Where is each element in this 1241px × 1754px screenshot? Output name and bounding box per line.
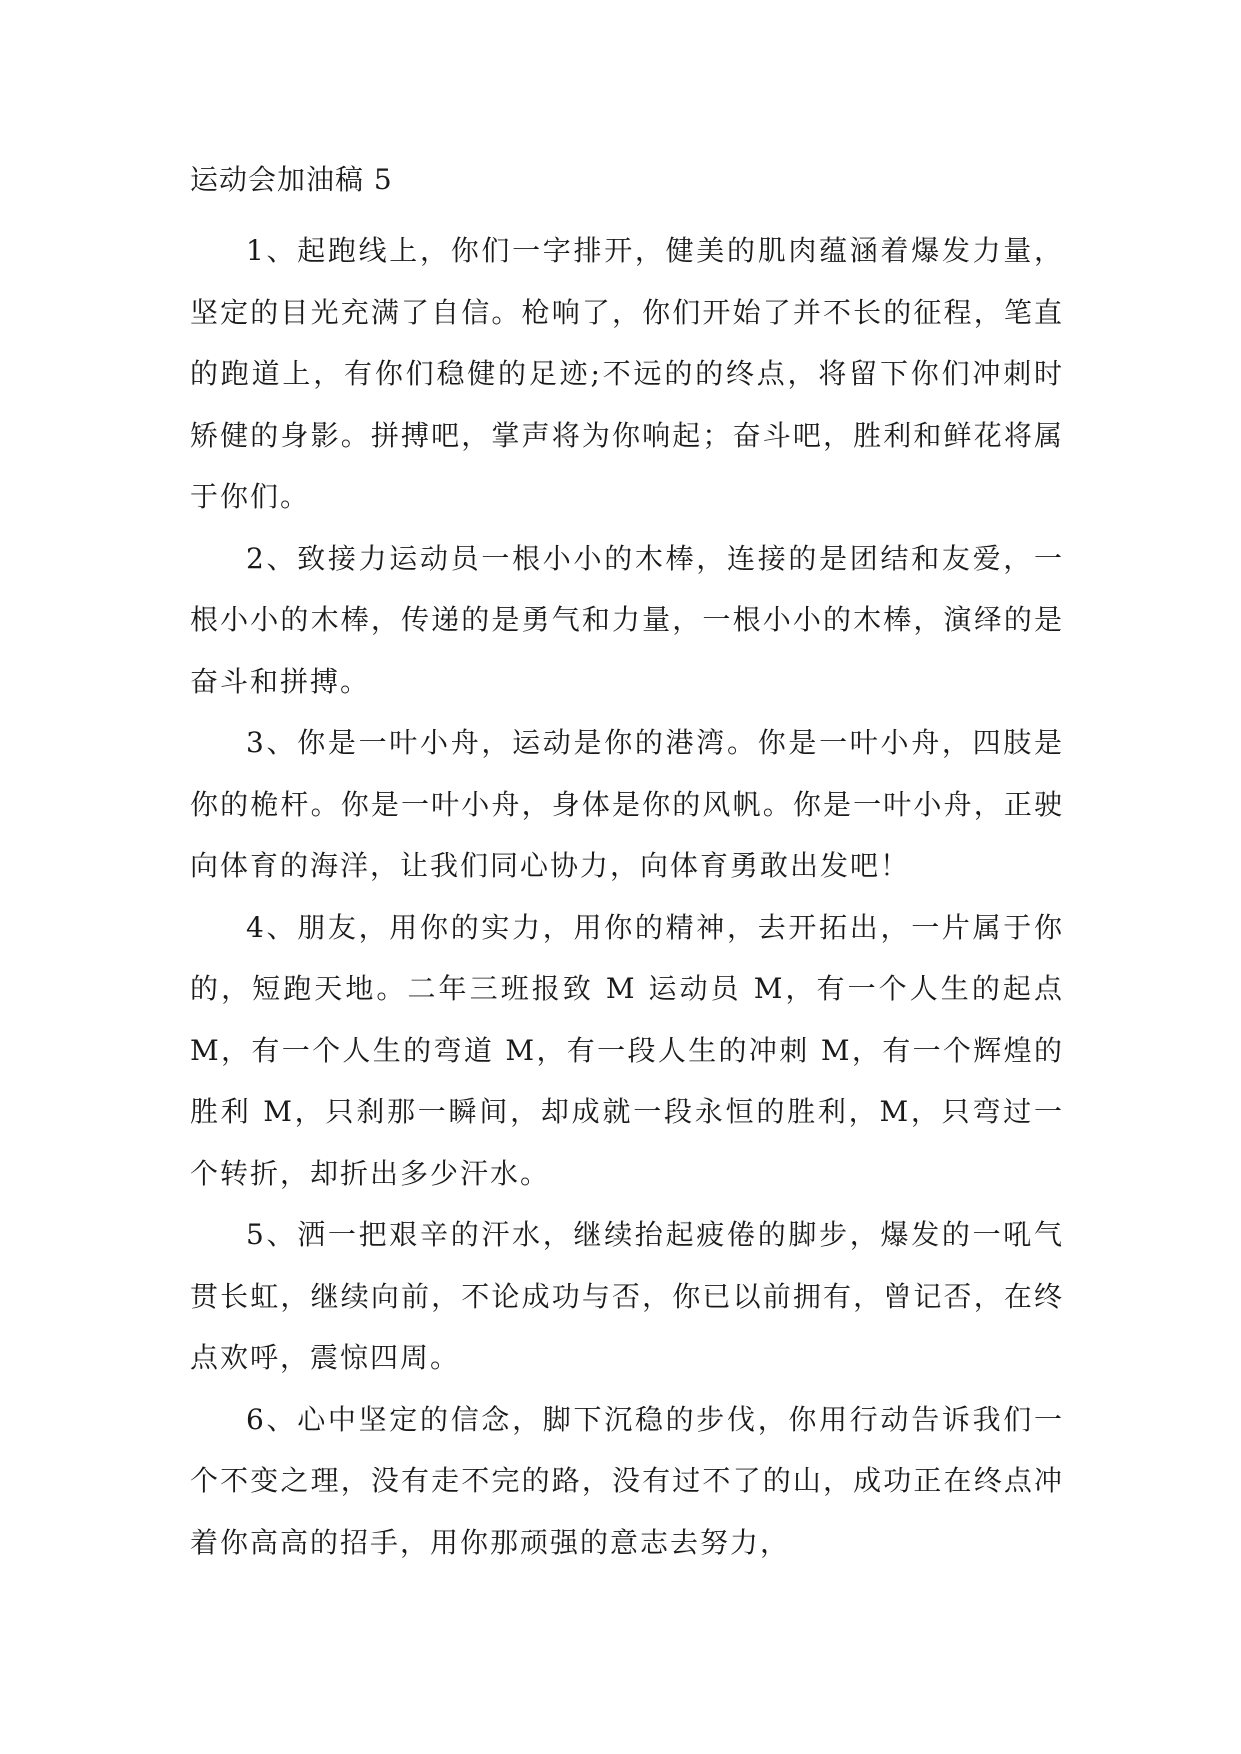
paragraph-2: 2、致接力运动员一根小小的木棒，连接的是团结和友爱，一根小小的木棒，传递的是勇气和力量，一根小小的木棒，演绎的是奋斗和拼搏。: [190, 541, 1064, 698]
paragraph-4: 4、朋友，用你的实力，用你的精神，去开拓出，一片属于你的，短跑天地。二年三班报致 M 运动员 M，有一个人生的起点 M，有一个人生的弯道 M，有一段人生的冲刺 M，有一个辉煌的胜利 M，只刹那一瞬间，却成就一段永恒的胜利，M，只弯过一个转折，却折出多少汗水。: [190, 910, 1064, 1190]
paragraph-5: 5、洒一把艰辛的汗水，继续抬起疲倦的脚步，爆发的一吼气贯长虹，继续向前，不论成功与否，你已以前拥有，曾记否，在终点欢呼，震惊四周。: [190, 1218, 1064, 1374]
paragraph-3: 3、你是一叶小舟，运动是你的港湾。你是一叶小舟，四肢是你的桅杆。你是一叶小舟，身体是你的风帆。你是一叶小舟，正驶向体育的海洋，让我们同心协力，向体育勇敢出发吧！: [190, 726, 1064, 882]
paragraph-6: 6、心中坚定的信念，脚下沉稳的步伐，你用行动告诉我们一个不变之理，没有走不完的路，没有过不了的山，成功正在终点冲着你高高的招手，用你那顽强的意志去努力，: [190, 1402, 1064, 1559]
paragraph-1: 1、起跑线上，你们一字排开，健美的肌肉蕴涵着爆发力量，坚定的目光充满了自信。枪响了，你们开始了并不长的征程，笔直的跑道上，有你们稳健的足迹;不远的的终点，将留下你们冲刺时矫健的身影。拼搏吧，掌声将为你响起；奋斗吧，胜利和鲜花将属于你们。: [190, 234, 1064, 513]
document-body: [190, 220, 1064, 1573]
document-title: 运动会加油稿 5: [190, 163, 393, 196]
